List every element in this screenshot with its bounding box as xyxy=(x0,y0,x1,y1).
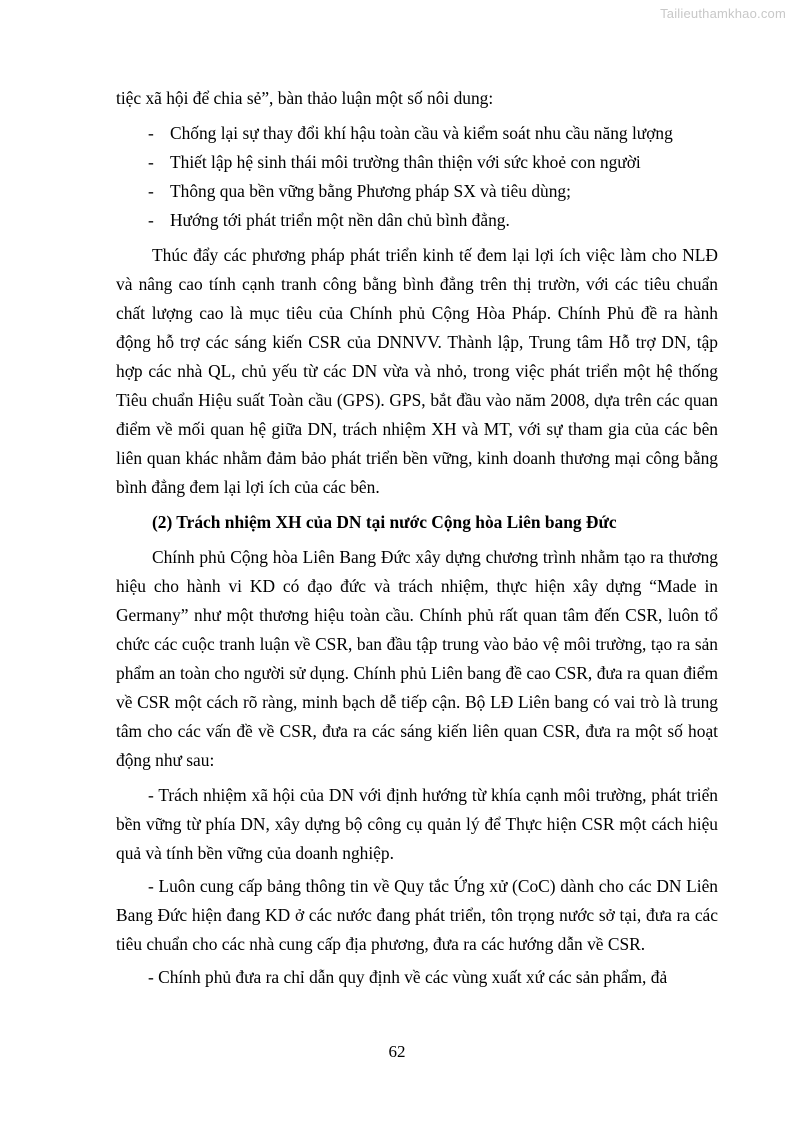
bullet-list xyxy=(116,119,718,235)
dash-paragraph: - Trách nhiệm xã hội của DN với định hướng từ khía cạnh môi trường, phát triển bền vững từ phía DN, xây dựng bộ công cụ quản lý để Thực hiện CSR một cách hiệu quả và tính bền vững của doanh nghiệp. xyxy=(116,785,718,863)
section-heading-germany: (2) Trách nhiệm XH của DN tại nước Cộng hòa Liên bang Đức xyxy=(152,512,617,532)
paragraph-germany: Chính phủ Cộng hòa Liên Bang Đức xây dựng chương trình nhằm tạo ra thương hiệu cho hành vi KD có đạo đức và trách nhiệm, thực hiện xây dựng “Made in Germany” như một thương hiệu toàn cầu. Chính phủ rất quan tâm đến CSR, luôn tổ chức các cuộc tranh luận về CSR, ban đầu tập trung vào bảo vệ môi trường, tạo ra sản phẩm an toàn cho người sử dụng. Chính phủ Liên bang đề cao CSR, đưa ra quan điểm về CSR một cách rõ ràng, minh bạch dễ tiếp cận. Bộ LĐ Liên bang có vai trò là trung tâm cho các vấn đề về CSR, đưa ra các sáng kiến liên quan CSR, đưa ra một số hoạt động như sau: xyxy=(116,547,718,770)
dash-paragraph: - Luôn cung cấp bảng thông tin về Quy tắc Ứng xử (CoC) dành cho các DN Liên Bang Đức hiện đang KD ở các nước đang phát triển, tôn trọng nước sở tại, đưa ra các tiêu chuẩn cho các nhà cung cấp địa phương, đưa ra các hướng dẫn về CSR. xyxy=(116,876,718,954)
page-body xyxy=(116,84,718,996)
list-item-text: Thiết lập hệ sinh thái môi trường thân thiện với sức khoẻ con người xyxy=(170,152,641,172)
paragraph-france: Thúc đẩy các phương pháp phát triển kinh tế đem lại lợi ích việc làm cho NLĐ và nâng cao tính cạnh tranh công bằng bình đẳng trên thị trườn, với các tiêu chuẩn chất lượng cao là mục tiêu của Chính phủ Cộng Hòa Pháp. Chính Phủ đề ra hành động hỗ trợ các sáng kiến CSR của DNNVV. Thành lập, Trung tâm Hỗ trợ DN, tập hợp các nhà QL, chủ yếu từ các DN vừa và nhỏ, trong việc phát triển một hệ thống Tiêu chuẩn Hiệu suất Toàn cầu (GPS). GPS, bắt đầu vào năm 2008, dựa trên các quan điểm về mối quan hệ giữa DN, trách nhiệm XH và MT, với sự tham gia của các bên liên quan khác nhằm đảm bảo phát triển bền vững, kinh doanh thương mại công bằng bình đẳng đem lại lợi ích của các bên. xyxy=(116,245,718,497)
page-number: 62 xyxy=(388,1042,406,1061)
list-item-text: Thông qua bền vững bằng Phương pháp SX và tiêu dùng; xyxy=(170,181,571,201)
list-item-text: Hướng tới phát triển một nền dân chủ bình đẳng. xyxy=(170,210,510,230)
list-item-text: Chống lại sự thay đổi khí hậu toàn cầu và kiểm soát nhu cầu năng lượng xyxy=(170,123,673,143)
dash-marker: - xyxy=(148,152,154,172)
list-item xyxy=(116,148,718,177)
list-item xyxy=(116,119,718,148)
list-item xyxy=(116,177,718,206)
dash-marker: - xyxy=(148,210,154,230)
list-item xyxy=(116,206,718,235)
watermark-text: Tailieuthamkhao.com xyxy=(660,6,786,21)
dash-marker: - xyxy=(148,123,154,143)
dash-paragraph: - Chính phủ đưa ra chỉ dẫn quy định về các vùng xuất xứ các sản phẩm, đả xyxy=(148,967,668,987)
dash-marker: - xyxy=(148,181,154,201)
intro-line: tiệc xã hội để chia sẻ”, bàn thảo luận một số nôi dung: xyxy=(116,88,494,108)
